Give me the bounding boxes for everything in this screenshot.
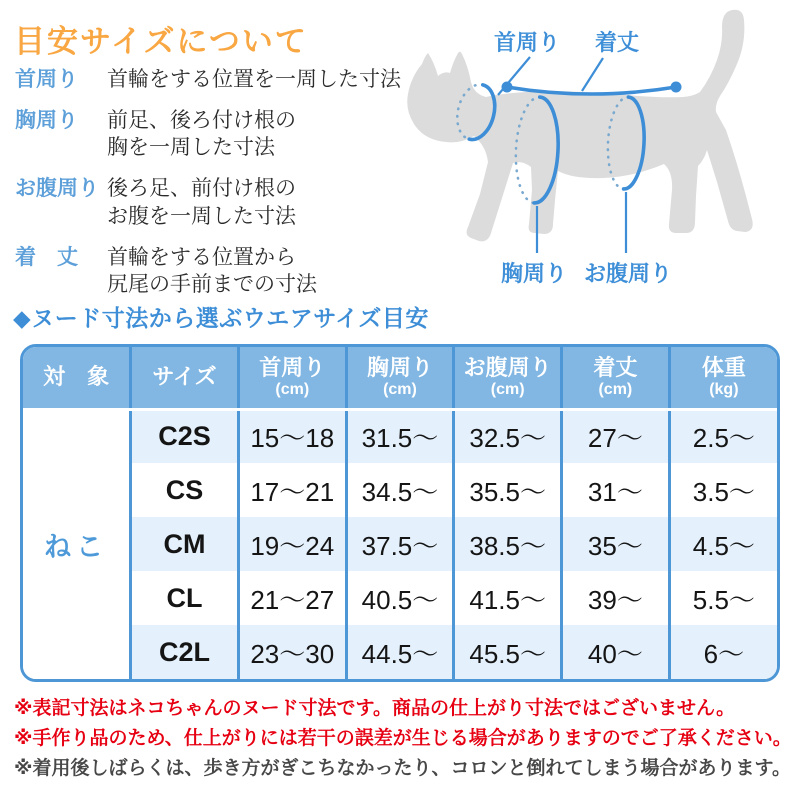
weight-cell: 3.5〜 <box>669 463 777 517</box>
chest-cell: 37.5〜 <box>346 517 454 571</box>
neck-cell: 23〜30 <box>238 625 346 679</box>
size-cell: CM <box>131 517 239 571</box>
col-header-target: 対 象 <box>23 347 131 409</box>
col-header-size: サイズ <box>131 347 239 409</box>
belly-cell: 41.5〜 <box>454 571 562 625</box>
table-row <box>23 409 777 463</box>
definition-desc: 首輪をする位置から 尻尾の手前までの寸法 <box>107 245 317 297</box>
belly-cell: 32.5〜 <box>454 409 562 463</box>
chest-cell: 40.5〜 <box>346 571 454 625</box>
belly-cell: 35.5〜 <box>454 463 562 517</box>
neck-cell: 21〜27 <box>238 571 346 625</box>
definition-row-chest <box>15 107 410 162</box>
definition-term: 胸周り <box>15 108 78 132</box>
diagram-label-neck: 首周り <box>493 30 561 55</box>
belly-cell: 45.5〜 <box>454 625 562 679</box>
neck-cell: 17〜21 <box>238 463 346 517</box>
definition-desc: 首輪をする位置を一周した寸法 <box>107 68 401 91</box>
col-header-neck: 首周り (cm) <box>238 347 346 409</box>
chest-cell: 31.5〜 <box>346 409 454 463</box>
table-row <box>23 571 777 625</box>
footnote-1: ※表記寸法はネコちゃんのヌード寸法です。商品の仕上がり寸法ではございません。 <box>14 698 736 719</box>
definition-term: お腹周り <box>15 177 99 201</box>
cat-silhouette-image <box>407 10 752 242</box>
length-cell: 27〜 <box>562 409 670 463</box>
table-row <box>23 625 777 679</box>
size-cell: C2L <box>131 625 239 679</box>
length-cell: 35〜 <box>562 517 670 571</box>
neck-cell: 15〜18 <box>238 409 346 463</box>
col-header-weight: 体重 (kg) <box>669 347 777 409</box>
col-header-chest: 胸周り (cm) <box>346 347 454 409</box>
weight-cell: 2.5〜 <box>669 409 777 463</box>
size-cell: CS <box>131 463 239 517</box>
weight-cell: 4.5〜 <box>669 517 777 571</box>
size-cell: CL <box>131 571 239 625</box>
definition-term: 着 丈 <box>15 245 78 269</box>
measurement-definitions <box>15 66 410 312</box>
neck-cell: 19〜24 <box>238 517 346 571</box>
weight-cell: 5.5〜 <box>669 571 777 625</box>
size-table <box>20 344 780 682</box>
footnote-3: ※着用後しばらくは、歩き方がぎこちなかったり、コロンと倒れてしまう場合があります。 <box>14 757 791 779</box>
definition-term: 首周り <box>15 68 78 91</box>
diagram-label-length: 着丈 <box>594 30 640 55</box>
target-cell: ねこ <box>23 409 131 679</box>
definition-row-neck <box>15 66 410 94</box>
length-line-dot-right <box>671 82 682 93</box>
page-title: 目安サイズについて <box>14 24 308 59</box>
chest-cell: 34.5〜 <box>346 463 454 517</box>
col-header-belly: お腹周り (cm) <box>454 347 562 409</box>
table-row <box>23 463 777 517</box>
cat-measurement-diagram <box>398 0 800 298</box>
table-row <box>23 517 777 571</box>
table-header-row <box>23 347 777 409</box>
footnote-2: ※手作り品のため、仕上がりには若干の誤差が生じる場合がありますのでご了承ください。 <box>14 727 792 749</box>
weight-cell: 6〜 <box>669 625 777 679</box>
diagram-label-chest: 胸周り <box>500 261 568 286</box>
length-cell: 39〜 <box>562 571 670 625</box>
size-cell: C2S <box>131 409 239 463</box>
diagram-label-belly: お腹周り <box>583 261 673 286</box>
length-cell: 40〜 <box>562 625 670 679</box>
definition-row-belly <box>15 175 410 230</box>
length-label-leader <box>582 58 603 91</box>
definition-desc: 後ろ足、前付け根の お腹を一周した寸法 <box>107 177 296 228</box>
col-header-length: 着丈 (cm) <box>562 347 670 409</box>
chest-cell: 44.5〜 <box>346 625 454 679</box>
definition-row-length <box>15 244 410 299</box>
section-heading: ◆ヌード寸法から選ぶウエアサイズ目安 <box>13 305 429 331</box>
belly-cell: 38.5〜 <box>454 517 562 571</box>
definition-desc: 前足、後ろ付け根の 胸を一周した寸法 <box>107 108 296 160</box>
footnotes <box>14 694 800 783</box>
length-cell: 31〜 <box>562 463 670 517</box>
